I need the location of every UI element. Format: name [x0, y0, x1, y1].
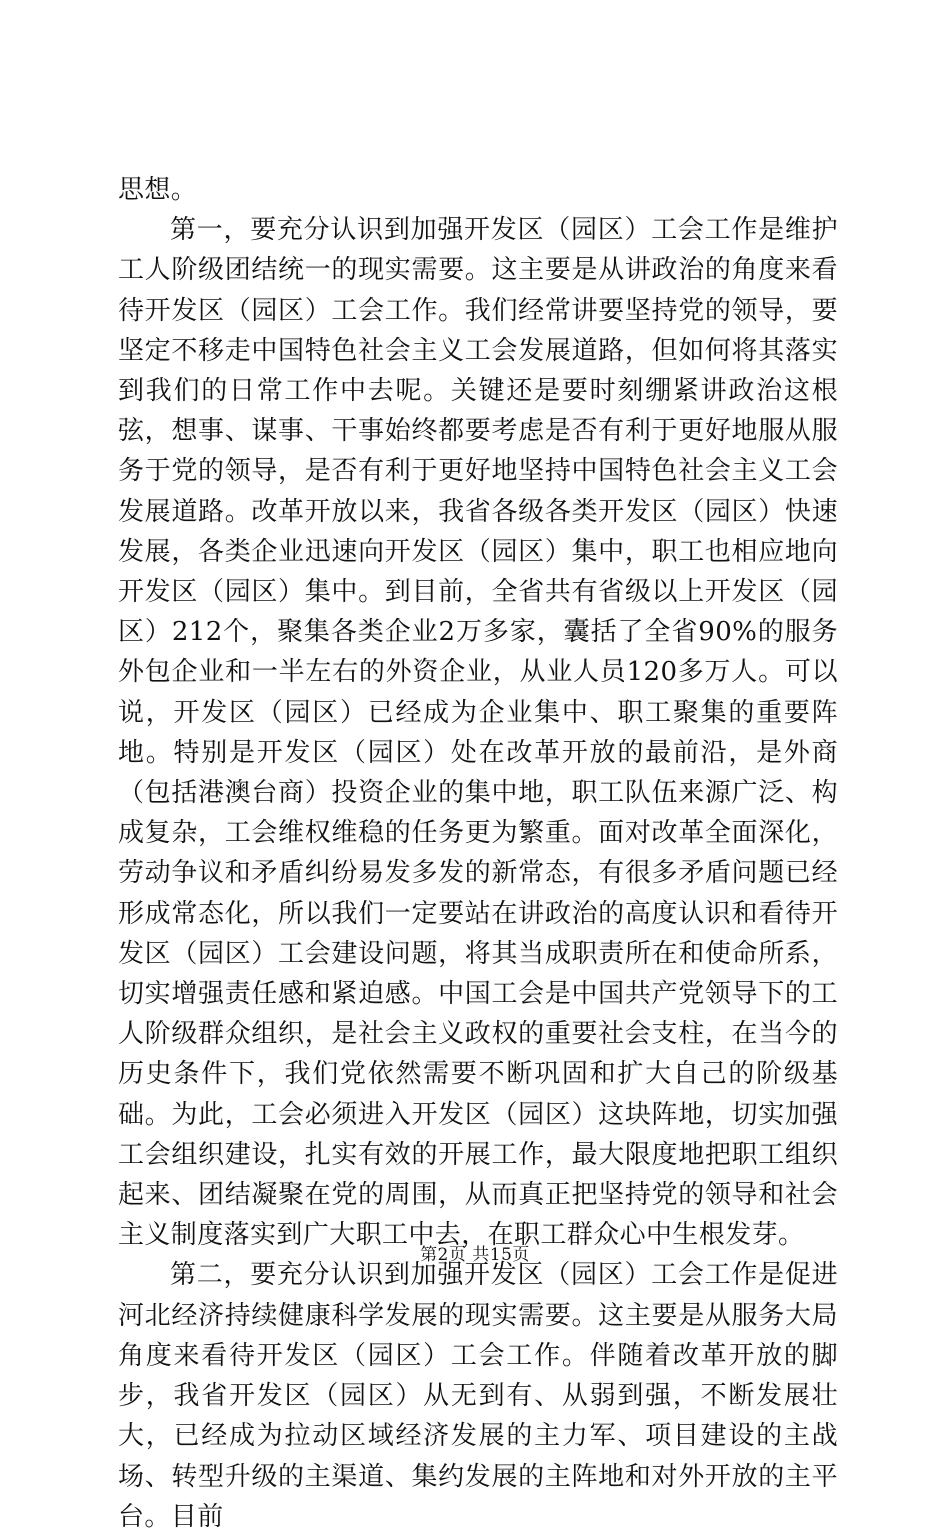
page-number-label: 第2页 共15页 — [420, 1245, 530, 1265]
paragraph-second-point: 第二，要充分认识到加强开发区（园区）工会工作是促进河北经济持续健康科学发展的现实需要。这主要是从服务大局角度来看待开发区（园区）工会工作。伴随着改革开放的脚步，我省开发区（园区）从无到有、从弱到强，不断发展壮大，已经成为拉动区域经济发展的主力军、项目建设的主战场、转型升级的主渠道、集约发展的主阵地和对外开放的主平台。目前 — [118, 1260, 838, 1532]
page-footer — [0, 1244, 950, 1266]
paragraph-continuation: 思想。 — [118, 175, 198, 205]
paragraph-first-point: 第一，要充分认识到加强开发区（园区）工会工作是维护工人阶级团结统一的现实需要。这主要是从讲政治的角度来看待开发区（园区）工会工作。我们经常讲要坚持党的领导，要坚定不移走中国特色社会主义工会发展道路，但如何将其落实到我们的日常工作中去呢。关键还是要时刻绷紧讲政治这根弦，想事、谋事、干事始终都要考虑是否有利于更好地服从服务于党的领导，是否有利于更好地坚持中国特色社会主义工会发展道路。改革开放以来，我省各级各类开发区（园区）快速发展，各类企业迅速向开发区（园区）集中，职工也相应地向开发区（园区）集中。到目前，全省共有省级以上开发区（园区）212个，聚集各类企业2万多家，囊括了全省90%的服务外包企业和一半左右的外资企业，从业人员120多万人。可以说，开发区（园区）已经成为企业集中、职工聚集的重要阵地。特别是开发区（园区）处在改革开放的最前沿，是外商（包括港澳台商）投资企业的集中地，职工队伍来源广泛、构成复杂，工会维权维稳的任务更为繁重。面对改革全面深化，劳动争议和矛盾纠纷易发多发的新常态，有很多矛盾问题已经形成常态化，所以我们一定要站在讲政治的高度认识和看待开发区（园区）工会建设问题，将其当成职责所在和使命所系，切实增强责任感和紧迫感。中国工会是中国共产党领导下的工人阶级群众组织，是社会主义政权的重要社会支柱，在当今的历史条件下，我们党依然需要不断巩固和扩大自己的阶级基础。为此，工会必须进入开发区（园区）这块阵地，切实加强工会组织建设，扎实有效的开展工作，最大限度地把职工组织起来、团结凝聚在党的周围，从而真正把坚持党的领导和社会主义制度落实到广大职工中去，在职工群众心中生根发芽。 — [118, 215, 838, 1251]
document-body — [118, 170, 838, 1537]
